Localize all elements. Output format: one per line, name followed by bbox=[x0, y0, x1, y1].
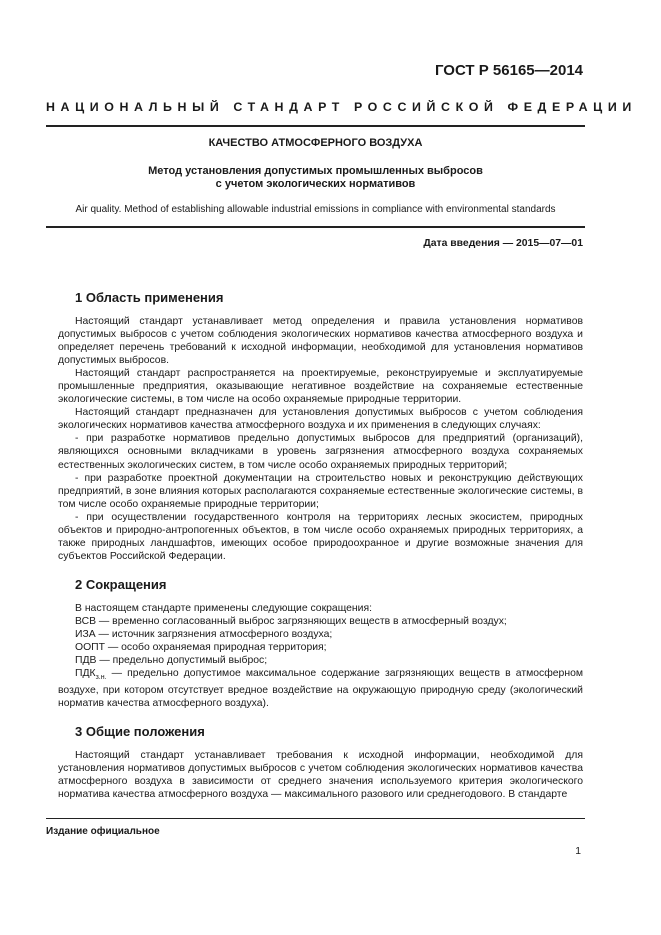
page-number: 1 bbox=[575, 846, 581, 857]
abbreviation-item: ИЗА — источник загрязнения атмосферного воздуха; bbox=[75, 628, 333, 640]
section-general bbox=[58, 724, 583, 801]
pdk-definition: — предельно допустимое максимальное содержание загрязняющих веществ в атмосферном воздухе, при котором отсутствует вредное воздействие на окружающую природную среду (экологический норматив качества атмосферного воздуха). bbox=[58, 668, 583, 710]
pdk-term: ПДК bbox=[75, 668, 96, 680]
pdk-subscript: з.н. bbox=[95, 674, 107, 682]
list-item: - при осуществлении государственного контроля на территориях лесных экосистем, природных объектов и природно-антропогенных объектов, в том числе особо охраняемых природных территориях, а также природных ландшафтов, имеющих особое природоохранное и другие возможные значения для субъектов Российской Федерации. bbox=[58, 511, 583, 562]
section-heading: 3 Общие положения bbox=[75, 724, 205, 740]
section-heading: 2 Сокращения bbox=[75, 576, 167, 592]
document-title: КАЧЕСТВО АТМОСФЕРНОГО ВОЗДУХА bbox=[208, 137, 423, 149]
standard-number: ГОСТ Р 56165—2014 bbox=[434, 62, 583, 79]
edition-label: Издание официальное bbox=[46, 826, 160, 837]
list-item: - при разработке проектной документации на строительство новых и реконструкцию действующих предприятий, в зоне влияния которых располагаются сохраняемые естественные экологические системы, в том числе особо охраняемые природные территории; bbox=[58, 472, 583, 510]
paragraph: Настоящий стандарт устанавливает метод определения и правила установления нормативов допустимых выбросов с учетом соблюдения экологических нормативов качества атмосферного воздуха и определяет перечень требований к исходной информации, необходимой для установления нормативов допустимых выбросов. bbox=[58, 316, 583, 367]
paragraph: Настоящий стандарт устанавливает требования к исходной информации, необходимой для установления нормативов допустимых выбросов с учетом соблюдения экологических нормативов качества атмосферного воздуха в зависимости от среднего значения используемого критерия экологического норматива качества атмосферного воздуха — максимального разового или среднегодового. В стандарте bbox=[58, 750, 583, 801]
paragraph: Настоящий стандарт предназначен для установления допустимых выбросов с учетом соблюдения экологических нормативов качества атмосферного воздуха и их применения в следующих случаях: bbox=[58, 407, 583, 432]
english-title: Air quality. Method of establishing allowable industrial emissions in compliance with environmental standards bbox=[75, 204, 556, 215]
subtitle-line-2: с учетом экологических нормативов bbox=[215, 178, 416, 190]
paragraph: В настоящем стандарте применены следующие сокращения: bbox=[75, 602, 372, 614]
abbreviation-item: ООПТ — особо охраняемая природная территория; bbox=[75, 642, 327, 654]
abbreviation-item: ВСВ — временно согласованный выброс загрязняющих веществ в атмосферный воздух; bbox=[75, 615, 507, 627]
footer-rule bbox=[46, 818, 585, 819]
section-scope bbox=[58, 290, 583, 563]
paragraph: Настоящий стандарт распространяется на проектируемые, реконструируемые и эксплуатируемые промышленные предприятия, оказывающие негативное воздействие на сохраняемые естественные экологические системы, в том числе на особо охраняемые природные территории. bbox=[58, 368, 583, 406]
section-abbreviations bbox=[58, 577, 583, 710]
subtitle-line-1: Метод установления допустимых промышленных выбросов bbox=[148, 165, 483, 177]
introduction-date: Дата введения — 2015—07—01 bbox=[423, 238, 583, 249]
header-rule-top bbox=[46, 125, 585, 127]
document-subtitle bbox=[46, 165, 585, 191]
abbreviation-item-pdk bbox=[58, 667, 583, 710]
header-rule-bottom bbox=[46, 226, 585, 228]
document-body bbox=[58, 290, 583, 816]
abbreviation-item: ПДВ — предельно допустимый выброс; bbox=[75, 655, 268, 667]
list-item: - при разработке нормативов предельно допустимых выбросов для предприятий (организаций), являющихся основными вкладчиками в уровень загрязнения атмосферного воздуха сохраняемых естественных экологических систем, в том числе особо охраняемых природных территорий; bbox=[58, 433, 583, 471]
section-heading: 1 Область применения bbox=[75, 290, 224, 305]
national-standard-line: НАЦИОНАЛЬНЫЙ СТАНДАРТ РОССИЙСКОЙ ФЕДЕРАЦИИ bbox=[46, 100, 637, 114]
